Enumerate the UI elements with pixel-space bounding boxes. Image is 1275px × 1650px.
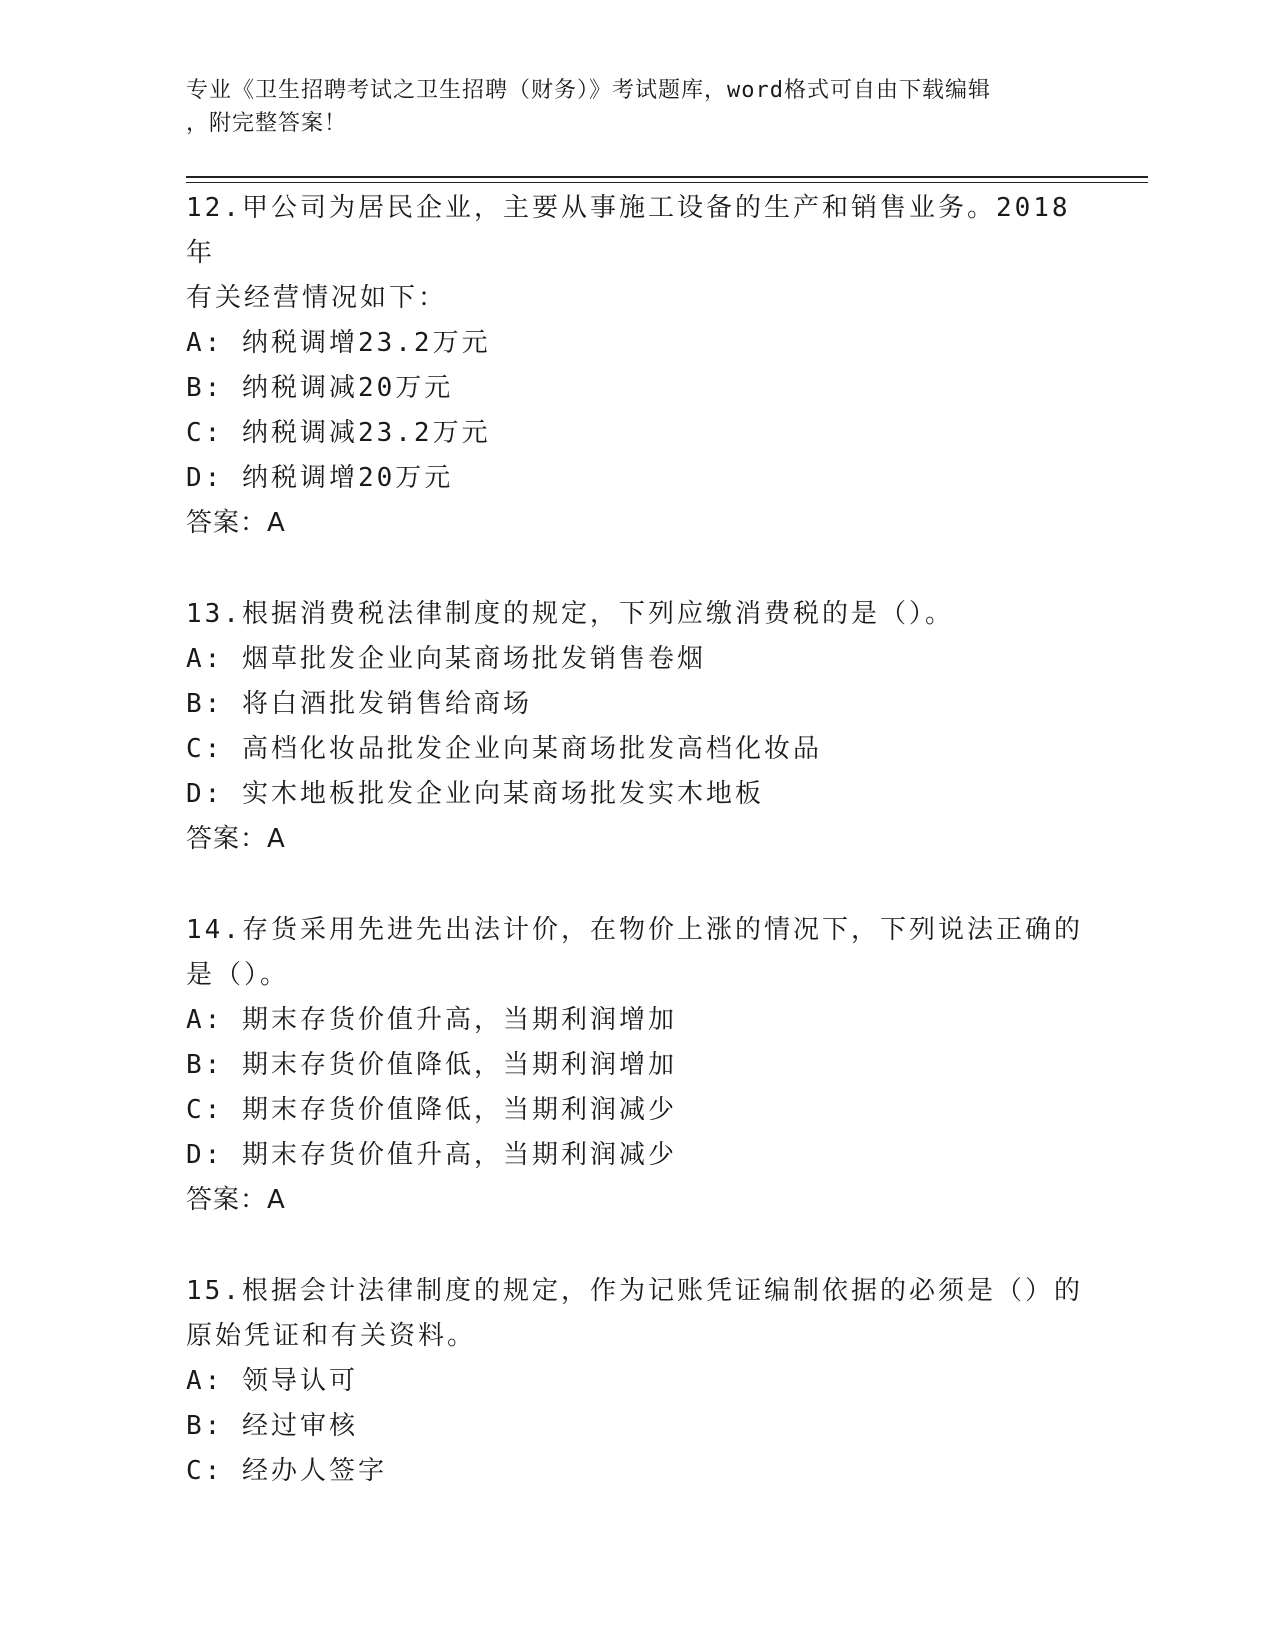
- document-header: [186, 74, 1086, 140]
- option-a: A: 领导认可: [186, 1366, 358, 1396]
- header-line-2: ，附完整答案！: [186, 111, 348, 136]
- question-text: 12.甲公司为居民企业，主要从事施工设备的生产和销售业务。2018年: [186, 193, 1071, 268]
- option-b: B: 经过审核: [186, 1411, 358, 1441]
- question-text: 有关经营情况如下：: [186, 283, 448, 313]
- option-a: A: 期末存货价值升高，当期利润增加: [186, 1005, 677, 1035]
- header-line-1: 专业《卫生招聘考试之卫生招聘（财务）》考试题库，word格式可自由下载编辑: [186, 78, 991, 103]
- header-divider-thin: [186, 182, 1148, 183]
- option-d: D: 纳税调增20万元: [186, 463, 454, 493]
- question-text: 15.根据会计法律制度的规定，作为记账凭证编制依据的必须是（）的: [186, 1276, 1083, 1306]
- answer: 答案：A: [186, 824, 286, 854]
- option-c: C: 经办人签字: [186, 1456, 387, 1486]
- answer: 答案：A: [186, 508, 286, 538]
- option-a: A: 纳税调增23.2万元: [186, 328, 491, 358]
- question-list: [186, 186, 1086, 1540]
- option-d: D: 期末存货价值升高，当期利润减少: [186, 1140, 677, 1170]
- question-text: 13.根据消费税法律制度的规定，下列应缴消费税的是（）。: [186, 599, 954, 629]
- header-divider-thick: [186, 176, 1148, 178]
- option-d: D: 实木地板批发企业向某商场批发实木地板: [186, 779, 764, 809]
- question-text: 14.存货采用先进先出法计价，在物价上涨的情况下，下列说法正确的: [186, 915, 1083, 945]
- option-b: B: 纳税调减20万元: [186, 373, 454, 403]
- option-c: C: 高档化妆品批发企业向某商场批发高档化妆品: [186, 734, 822, 764]
- question-14: [186, 908, 1086, 1223]
- option-b: B: 期末存货价值降低，当期利润增加: [186, 1050, 677, 1080]
- question-text: 原始凭证和有关资料。: [186, 1321, 477, 1351]
- question-13: [186, 592, 1086, 862]
- option-b: B: 将白酒批发销售给商场: [186, 689, 532, 719]
- option-c: C: 期末存货价值降低，当期利润减少: [186, 1095, 677, 1125]
- option-a: A: 烟草批发企业向某商场批发销售卷烟: [186, 644, 706, 674]
- question-12: [186, 186, 1086, 546]
- question-text: 是（）。: [186, 960, 290, 990]
- option-c: C: 纳税调减23.2万元: [186, 418, 491, 448]
- answer: 答案：A: [186, 1185, 286, 1215]
- question-15: [186, 1269, 1086, 1494]
